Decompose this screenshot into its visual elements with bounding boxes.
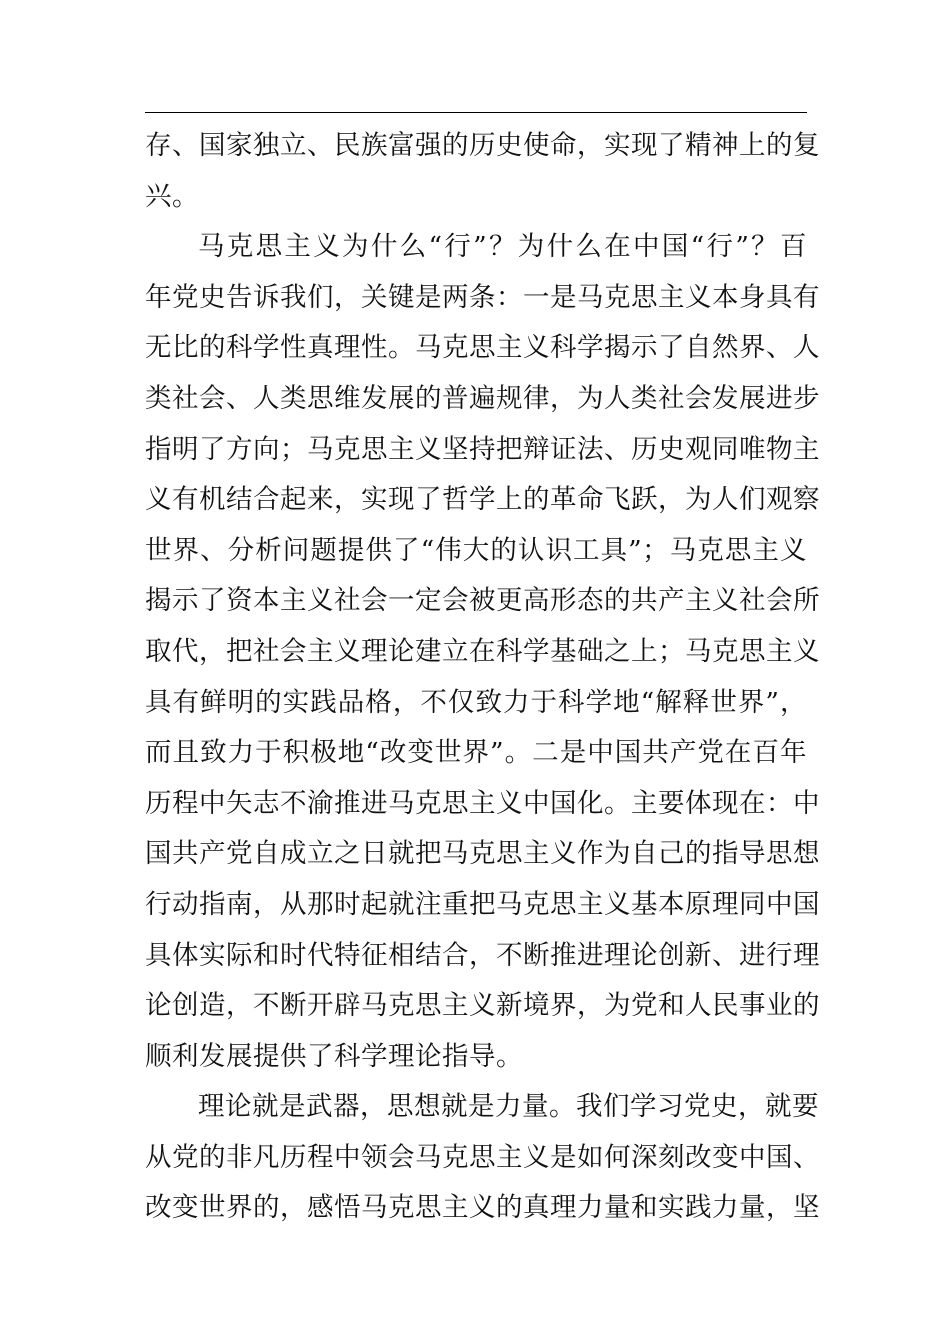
text-line: 行动指南，从那时起就注重把马克思主义基本原理同中国 bbox=[145, 888, 820, 920]
text-line: 而且致力于积极地“改变世界”。二是中国共产党在百年 bbox=[145, 737, 807, 769]
text-line: 顺利发展提供了科学理论指导。 bbox=[145, 1040, 523, 1072]
text-line: 改变世界的，感悟马克思主义的真理力量和实践力量，坚 bbox=[145, 1192, 820, 1224]
text-line: 具有鲜明的实践品格，不仅致力于科学地“解释世界”， bbox=[145, 686, 807, 718]
text-line: 类社会、人类思维发展的普遍规律，为人类社会发展进步 bbox=[145, 382, 820, 414]
text-line: 义有机结合起来，实现了哲学上的革命飞跃，为人们观察 bbox=[145, 484, 820, 516]
text-line: 年党史告诉我们，关键是两条：一是马克思主义本身具有 bbox=[145, 281, 820, 313]
text-line: 论创造，不断开辟马克思主义新境界，为党和人民事业的 bbox=[145, 990, 820, 1022]
text-line: 马克思主义为什么“行”？为什么在中国“行”？百 bbox=[198, 231, 807, 263]
text-line: 世界、分析问题提供了“伟大的认识工具”；马克思主义 bbox=[145, 534, 807, 566]
document-body bbox=[145, 121, 820, 1234]
text-line: 无比的科学性真理性。马克思主义科学揭示了自然界、人 bbox=[145, 332, 820, 364]
text-line: 从党的非凡历程中领会马克思主义是如何深刻改变中国、 bbox=[145, 1141, 820, 1173]
text-line: 具体实际和时代特征相结合，不断推进理论创新、进行理 bbox=[145, 939, 820, 971]
text-line: 理论就是武器，思想就是力量。我们学习党史，就要 bbox=[198, 1091, 819, 1123]
header-rule bbox=[145, 112, 807, 113]
text-line: 兴。 bbox=[145, 180, 199, 212]
text-line: 取代，把社会主义理论建立在科学基础之上；马克思主义 bbox=[145, 635, 820, 667]
text-line: 揭示了资本主义社会一定会被更高形态的共产主义社会所 bbox=[145, 585, 820, 617]
text-line: 国共产党自成立之日就把马克思主义作为自己的指导思想 bbox=[145, 838, 820, 870]
text-line: 存、国家独立、民族富强的历史使命，实现了精神上的复 bbox=[145, 130, 820, 161]
text-line: 指明了方向；马克思主义坚持把辩证法、历史观同唯物主 bbox=[145, 433, 820, 465]
text-line: 历程中矢志不渝推进马克思主义中国化。主要体现在：中 bbox=[145, 787, 820, 819]
